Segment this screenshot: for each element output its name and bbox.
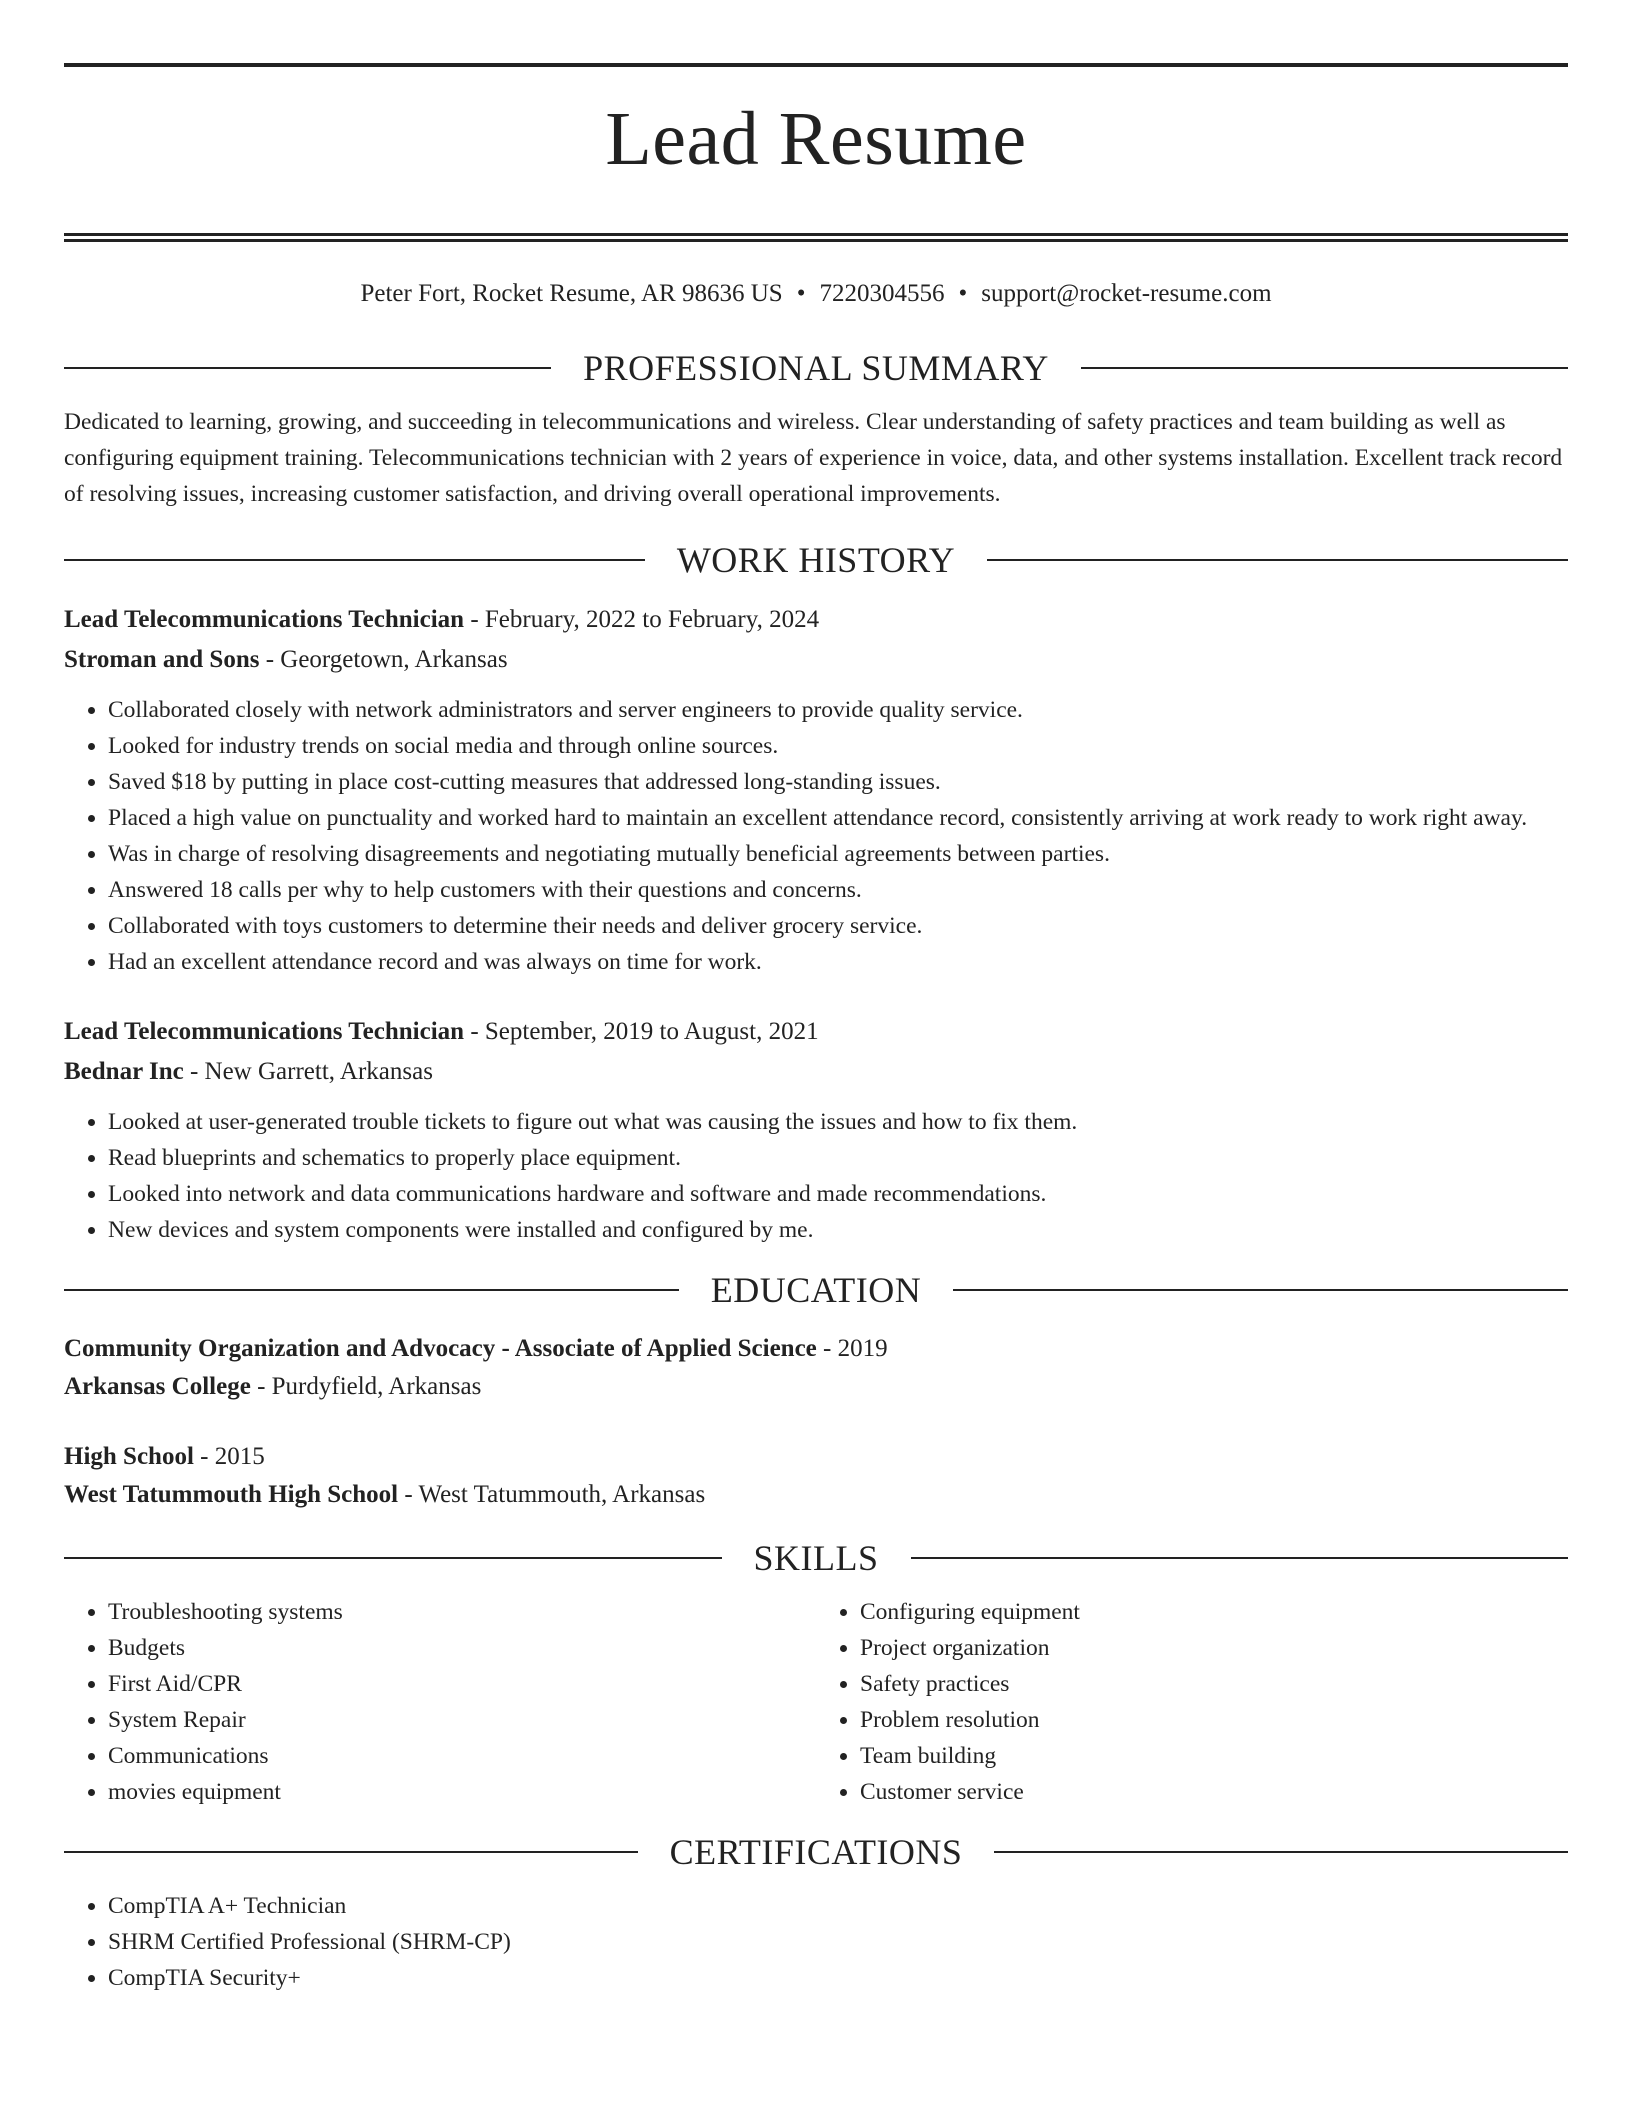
list-item: • Placed a high value on punctuality and worked hard to maintain an excellent attendance record, consistently arriving at work ready to work right away. bbox=[108, 800, 1568, 836]
contact-address: Peter Fort, Rocket Resume, AR 98636 US bbox=[360, 280, 783, 307]
education-degree: High School bbox=[64, 1443, 194, 1470]
section-title: CERTIFICATIONS bbox=[669, 1832, 963, 1872]
list-item: • Project organization bbox=[860, 1630, 1568, 1666]
list-item: • Looked for industry trends on social media and through online sources. bbox=[108, 728, 1568, 764]
contact-separator: • bbox=[958, 280, 968, 307]
section-rule bbox=[953, 1289, 1568, 1291]
skills-column-right bbox=[816, 1594, 1568, 1810]
contact-line bbox=[64, 276, 1568, 312]
resume-page bbox=[64, 0, 1568, 1996]
list-item: • SHRM Certified Professional (SHRM-CP) bbox=[108, 1924, 1568, 1960]
list-item: • Had an excellent attendance record and was always on time for work. bbox=[108, 944, 1568, 980]
section-rule bbox=[987, 559, 1568, 561]
section-header-skills bbox=[64, 1536, 1568, 1580]
list-item: • movies equipment bbox=[108, 1774, 816, 1810]
job-company: Bednar Inc bbox=[64, 1058, 184, 1085]
list-item: • Read blueprints and schematics to properly place equipment. bbox=[108, 1140, 1568, 1176]
section-header-work bbox=[64, 538, 1568, 582]
section-title: WORK HISTORY bbox=[676, 540, 956, 580]
contact-phone: 7220304556 bbox=[819, 280, 945, 307]
job-location: - Georgetown, Arkansas bbox=[259, 646, 508, 673]
education-year: - 2015 bbox=[193, 1443, 265, 1470]
list-item: • CompTIA Security+ bbox=[108, 1960, 1568, 1996]
section-rule bbox=[994, 1851, 1568, 1853]
job-bullets bbox=[64, 1104, 1568, 1248]
job-title-line bbox=[64, 1012, 1568, 1052]
skills-column-left bbox=[64, 1594, 816, 1810]
section-rule bbox=[911, 1557, 1569, 1559]
top-rule bbox=[64, 63, 1568, 67]
skills-grid bbox=[64, 1594, 1568, 1810]
job-title-line bbox=[64, 600, 1568, 640]
education-year: - 2019 bbox=[816, 1335, 888, 1362]
list-item: • New devices and system components were installed and configured by me. bbox=[108, 1212, 1568, 1248]
section-rule bbox=[1081, 367, 1568, 369]
section-rule bbox=[64, 1851, 638, 1853]
job-dates: - September, 2019 to August, 2021 bbox=[464, 1018, 819, 1045]
double-rule bbox=[64, 233, 1568, 242]
list-item: • Customer service bbox=[860, 1774, 1568, 1810]
section-rule bbox=[64, 1557, 722, 1559]
section-header-education bbox=[64, 1268, 1568, 1312]
job-company-line bbox=[64, 1052, 1568, 1092]
job-title: Lead Telecommunications Technician bbox=[64, 606, 465, 633]
job-bullets bbox=[64, 692, 1568, 980]
contact-email[interactable]: support@rocket-resume.com bbox=[981, 280, 1272, 307]
list-item: • Looked at user-generated trouble tickets to figure out what was causing the issues and how to fix them. bbox=[108, 1104, 1568, 1140]
list-item: • Was in charge of resolving disagreements and negotiating mutually beneficial agreements between parties. bbox=[108, 836, 1568, 872]
list-item: • Collaborated with toys customers to determine their needs and deliver grocery service. bbox=[108, 908, 1568, 944]
section-title: PROFESSIONAL SUMMARY bbox=[583, 348, 1049, 388]
list-item: • Problem resolution bbox=[860, 1702, 1568, 1738]
list-item: • Saved $18 by putting in place cost-cutting measures that addressed long-standing issues. bbox=[108, 764, 1568, 800]
section-title: EDUCATION bbox=[710, 1270, 922, 1310]
list-item: • Safety practices bbox=[860, 1666, 1568, 1702]
education-degree-line bbox=[64, 1330, 1568, 1368]
job-company-line bbox=[64, 640, 1568, 680]
certifications-list bbox=[64, 1888, 1568, 1996]
section-title: SKILLS bbox=[753, 1538, 879, 1578]
list-item: • Configuring equipment bbox=[860, 1594, 1568, 1630]
education-school: Arkansas College bbox=[64, 1373, 251, 1400]
education-degree: Community Organization and Advocacy - Associate of Applied Science bbox=[64, 1335, 817, 1362]
section-header-certifications bbox=[64, 1830, 1568, 1874]
list-item: • Collaborated closely with network administrators and server engineers to provide quality service. bbox=[108, 692, 1568, 728]
education-location: - Purdyfield, Arkansas bbox=[250, 1373, 482, 1400]
job-company: Stroman and Sons bbox=[64, 646, 260, 673]
education-school-line bbox=[64, 1368, 1568, 1406]
list-item: • Answered 18 calls per why to help customers with their questions and concerns. bbox=[108, 872, 1568, 908]
resume-title: Lead Resume bbox=[605, 97, 1027, 181]
education-entry bbox=[64, 1438, 1568, 1514]
job-dates: - February, 2022 to February, 2024 bbox=[464, 606, 820, 633]
education-school: West Tatummouth High School bbox=[64, 1481, 399, 1508]
list-item: • Looked into network and data communications hardware and software and made recommendations. bbox=[108, 1176, 1568, 1212]
job-entry bbox=[64, 1012, 1568, 1248]
education-location: - West Tatummouth, Arkansas bbox=[398, 1481, 706, 1508]
education-degree-line bbox=[64, 1438, 1568, 1476]
list-item: • System Repair bbox=[108, 1702, 816, 1738]
section-rule bbox=[64, 559, 645, 561]
list-item: • Troubleshooting systems bbox=[108, 1594, 816, 1630]
education-entry bbox=[64, 1330, 1568, 1406]
list-item: • CompTIA A+ Technician bbox=[108, 1888, 1568, 1924]
list-item: • Budgets bbox=[108, 1630, 816, 1666]
job-title: Lead Telecommunications Technician bbox=[64, 1018, 465, 1045]
job-entry bbox=[64, 600, 1568, 980]
list-item: • First Aid/CPR bbox=[108, 1666, 816, 1702]
section-header-summary bbox=[64, 346, 1568, 390]
education-school-line bbox=[64, 1476, 1568, 1514]
contact-separator: • bbox=[796, 280, 806, 307]
job-location: - New Garrett, Arkansas bbox=[183, 1058, 433, 1085]
section-rule bbox=[64, 1289, 679, 1291]
list-item: • Team building bbox=[860, 1738, 1568, 1774]
list-item: • Communications bbox=[108, 1738, 816, 1774]
summary-text: Dedicated to learning, growing, and succeeding in telecommunications and wireless. Clear understanding of safety practices and team building as well as configuring equipment training. Telecommunications technician with 2 years of experience in voice, data, and other systems installation. Excellent track record of resolving issues, increasing customer satisfaction, and driving overall operational improvements. bbox=[64, 409, 1563, 507]
section-rule bbox=[64, 367, 551, 369]
